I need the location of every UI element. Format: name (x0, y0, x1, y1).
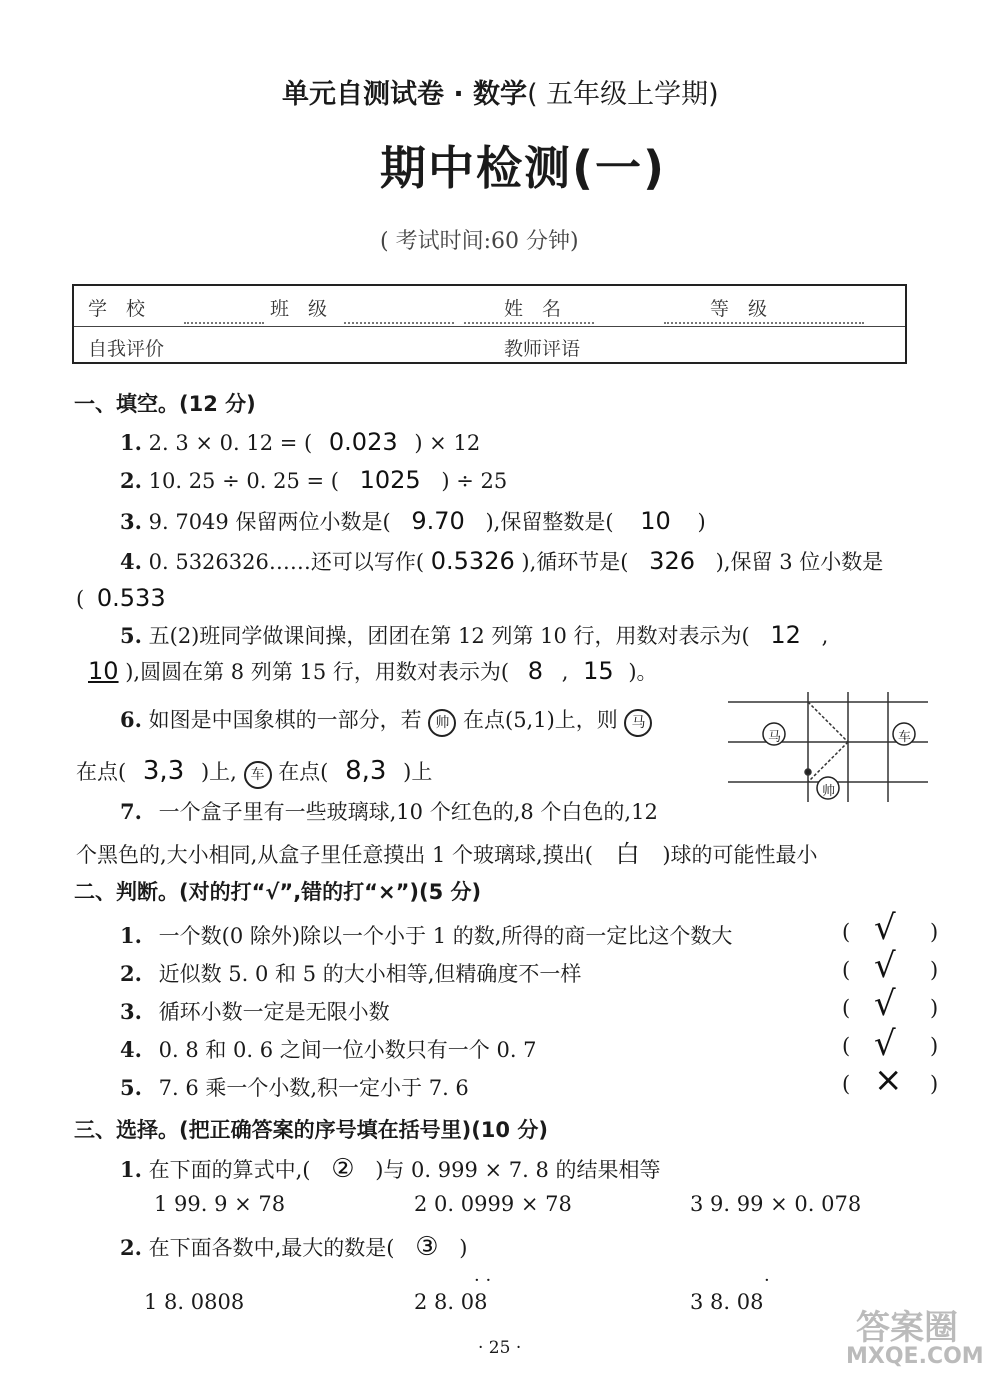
q-text: )与 0. 999 × 7. 8 的结果相等 (375, 1158, 661, 1182)
q-text: 在下面各数中,最大的数是( (148, 1236, 395, 1260)
q-text: ) × 12 (414, 431, 481, 455)
q-text: 如图是中国象棋的一部分，若 (148, 708, 422, 732)
fill-q3 (120, 506, 706, 536)
choice-q2-opt1[interactable]: 1 8. 0808 (144, 1290, 245, 1314)
q-num: 1. (120, 430, 142, 455)
piece-icon-ma: 马 (624, 709, 652, 737)
answer[interactable]: 9.70 (411, 507, 465, 535)
answer-mark[interactable]: √ (874, 1024, 896, 1064)
q-num: 2. (120, 961, 142, 986)
q-text: 一个盒子里有一些玻璃球,10 个红色的,8 个白色的,12 (158, 800, 658, 824)
watermark-url: MXQE.COM (846, 1344, 984, 1369)
fill-q2 (120, 466, 507, 494)
paren-right: ) (930, 1034, 939, 1058)
answer[interactable]: 0.023 (328, 428, 398, 456)
q-num: 4. (120, 549, 142, 574)
judge-item-4 (120, 1034, 537, 1064)
repeat-dot: · (764, 1270, 770, 1291)
q-num: 5. (120, 623, 142, 648)
watermark-logo: 答案圈 (856, 1308, 958, 1348)
class-blank[interactable] (344, 322, 454, 324)
fill-q1 (120, 428, 480, 456)
q-text: 0. 5326326……还可以写作( (148, 550, 425, 574)
q-text: 近似数 5. 0 和 5 的大小相等,但精确度不一样 (158, 962, 582, 986)
answer-mark[interactable]: √ (874, 908, 896, 948)
answer-mark[interactable]: √ (874, 984, 896, 1024)
q-text: 2. 3 × 0. 12 = ( (148, 431, 313, 455)
q-text: ) ÷ 25 (441, 469, 508, 493)
fill-q6 (120, 704, 652, 737)
q-text: ) (459, 1236, 468, 1260)
paren-left: ( (842, 920, 851, 944)
q-num: 7. (120, 799, 142, 824)
level-label: 等 级 (710, 298, 768, 320)
class-label: 班 级 (270, 298, 328, 320)
answer[interactable]: 15 (583, 657, 614, 685)
answer[interactable]: ② (331, 1154, 355, 1184)
piece-icon-shuai: 帅 (428, 709, 456, 737)
name-blank[interactable] (464, 322, 594, 324)
judge-item-5 (120, 1072, 469, 1102)
section3-heading (74, 1114, 548, 1144)
q-num: 3. (120, 999, 142, 1024)
answer-mark[interactable]: √ (874, 946, 896, 986)
q-text: 循环小数一定是无限小数 (158, 1000, 390, 1024)
fill-q7 (120, 796, 658, 826)
table-divider (74, 326, 905, 327)
q-text: , (821, 624, 829, 648)
q-text: ),保留 3 位小数是 (715, 550, 884, 574)
section1-heading-text: 一、填空。(12 分) (74, 392, 256, 416)
choice-q1-opt3[interactable]: 3 9. 99 × 0. 078 (690, 1192, 862, 1216)
q-text: )上 (403, 760, 433, 784)
fill-q4-line2 (76, 584, 172, 612)
q-text: 在下面的算式中,( (148, 1158, 311, 1182)
paren-left: ( (842, 1034, 851, 1058)
series-name: 单元自测试卷 · 数学 (282, 79, 528, 110)
choice-q1 (120, 1154, 661, 1184)
exam-duration: ( 考试时间:60 分钟) (380, 229, 579, 254)
series-title (282, 72, 719, 111)
q-text: )。 (628, 660, 658, 684)
section1-heading (74, 388, 256, 418)
piece-icon-che: 车 (244, 761, 272, 789)
q-text: ),循环节是( (521, 550, 629, 574)
fill-q4 (120, 546, 883, 576)
repeat-dot: · · (474, 1270, 492, 1291)
q-text: , (561, 660, 569, 684)
answer[interactable]: ③ (415, 1232, 439, 1262)
section3-heading-text: 三、选择。(把正确答案的序号填在括号里)(10 分) (74, 1118, 548, 1142)
answer[interactable]: 0.5326 (430, 547, 515, 575)
judge-item-2 (120, 958, 581, 988)
paren-left: ( (842, 1072, 851, 1096)
paren-right: ) (930, 920, 939, 944)
board-piece-che: 车 (898, 730, 912, 745)
choice-q2-opt3[interactable]: 3 8. 08 (690, 1290, 764, 1314)
choice-q2-opt2[interactable]: 2 8. 08 (414, 1290, 488, 1314)
school-blank[interactable] (184, 322, 264, 324)
board-piece-shuai: 帅 (822, 784, 836, 799)
answer[interactable]: 326 (649, 547, 695, 575)
q-text: )上, (200, 760, 237, 784)
answer[interactable]: 12 (770, 621, 801, 649)
answer[interactable]: 0.533 (96, 584, 166, 612)
q-text: 7. 6 乘一个小数,积一定小于 7. 6 (158, 1076, 469, 1100)
paren-right: ) (930, 996, 939, 1020)
q-num: 6. (120, 707, 142, 732)
paren-right: ) (930, 1072, 939, 1096)
board-piece-ma: 马 (768, 730, 782, 745)
choice-q1-opt1[interactable]: 1 99. 9 × 78 (154, 1192, 286, 1216)
answer[interactable]: 3,3 (142, 756, 185, 786)
q-num: 5. (120, 1075, 142, 1100)
section2-heading (74, 876, 481, 906)
school-label: 学 校 (88, 298, 146, 320)
choice-q1-opt2[interactable]: 2 0. 0999 × 78 (414, 1192, 572, 1216)
section2-heading-text: 二、判断。(对的打“√”,错的打“×”)(5 分) (74, 880, 482, 904)
q-num: 4. (120, 1037, 142, 1062)
fill-q6-line2 (76, 756, 432, 789)
answer[interactable]: 白 (615, 840, 640, 868)
answer[interactable]: 10 (640, 507, 671, 535)
q-text: 个黑色的,大小相同,从盒子里任意摸出 1 个玻璃球,摸出( (76, 843, 593, 867)
answer[interactable]: 8 (527, 657, 544, 685)
q-text: ( (76, 587, 85, 611)
q-text: 五(2)班同学做课间操，团团在第 12 列第 10 行，用数对表示为( (148, 624, 750, 648)
page-title: 期中检测(一) (380, 141, 667, 195)
q-text: ),圆圆在第 8 列第 15 行，用数对表示为( (125, 660, 510, 684)
paren-right: ) (930, 958, 939, 982)
q-text: 在点( (76, 760, 127, 784)
fill-q5-line2 (88, 656, 658, 686)
student-info-table (72, 284, 907, 364)
q-num: 2. (120, 1235, 142, 1260)
answer[interactable]: 1025 (359, 466, 421, 494)
q-text: 9. 7049 保留两位小数是( (148, 510, 391, 534)
grade-label: ( 五年级上学期) (527, 79, 719, 110)
q-text: ),保留整数是( (485, 510, 614, 534)
page-number: · 25 · (478, 1338, 522, 1358)
q-text: 在点( (278, 760, 329, 784)
name-label: 姓 名 (504, 298, 562, 320)
q-num: 3. (120, 509, 142, 534)
q-num: 2. (120, 468, 142, 493)
q-text: ) (697, 510, 706, 534)
judge-item-1 (120, 920, 732, 950)
paren-left: ( (842, 996, 851, 1020)
q-text: 10. 25 ÷ 0. 25 = ( (148, 469, 339, 493)
judge-item-3 (120, 996, 390, 1026)
choice-q2 (120, 1232, 467, 1262)
q-text: 在点(5,1)上，则 (463, 708, 618, 732)
answer[interactable]: 10 (88, 657, 119, 685)
level-blank[interactable] (664, 322, 864, 324)
paren-left: ( (842, 958, 851, 982)
q-text: )球的可能性最小 (662, 843, 818, 867)
answer-mark[interactable]: × (874, 1060, 903, 1100)
q-num: 1. (120, 923, 142, 948)
self-eval-label: 自我评价 (88, 338, 165, 360)
fill-q7-line2 (76, 834, 818, 869)
q-num: 1. (120, 1157, 142, 1182)
q-text: 一个数(0 除外)除以一个小于 1 的数,所得的商一定比这个数大 (158, 924, 733, 948)
teacher-eval-label: 教师评语 (504, 338, 581, 360)
q-text: 0. 8 和 0. 6 之间一位小数只有一个 0. 7 (158, 1038, 537, 1062)
answer[interactable]: 8,3 (345, 756, 387, 786)
fill-q5 (120, 620, 828, 650)
